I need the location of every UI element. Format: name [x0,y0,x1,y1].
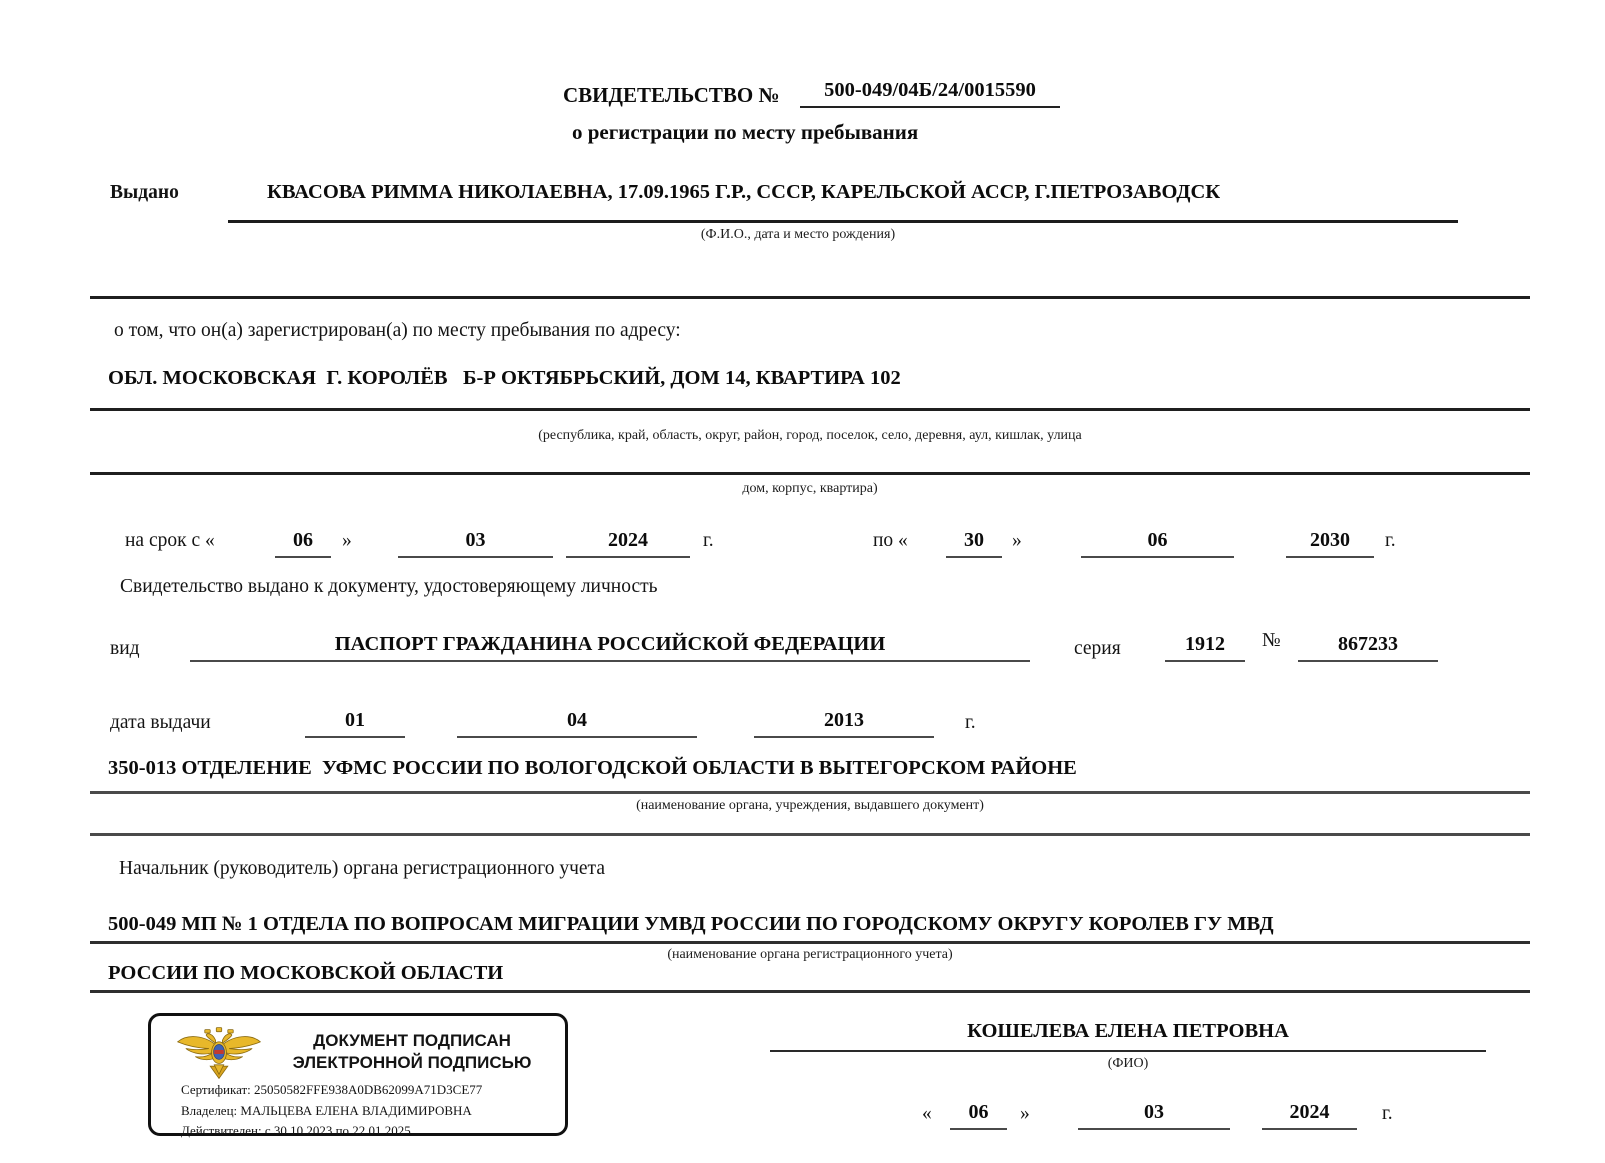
separator-rule [90,296,1530,299]
page-title: СВИДЕТЕЛЬСТВО № [563,83,780,107]
sign-date-open-quote: « [922,1103,932,1124]
period-to-label: по « [873,530,908,551]
address-caption-region: (республика, край, область, округ, район, город, поселок, село, деревня, аул, кишлак, улица [538,428,1082,443]
sign-date-year: 2024 [1262,1100,1357,1130]
registrar-org-line2: РОССИИ ПО МОСКОВСКОЙ ОБЛАСТИ [108,962,504,984]
address-caption-house: дом, корпус, квартира) [742,481,878,496]
document-note: Свидетельство выдано к документу, удостоверяющему личность [120,576,658,597]
period-from-month: 03 [398,528,553,558]
period-from-year: 2024 [566,528,690,558]
issued-to-label: Выдано [110,182,179,203]
document-type-label: вид [110,638,140,659]
registrar-org-underline-1 [90,941,1530,944]
stamp-title-line2: ЭЛЕКТРОННОЙ ПОДПИСЬЮ [292,1053,532,1072]
issued-to-value: КВАСОВА РИММА НИКОЛАЕВНА, 17.09.1965 Г.Р., СССР, КАРЕЛЬСКОЙ АССР, Г.ПЕТРОЗАВОДСК [267,181,1221,203]
address-underline-2 [90,472,1530,475]
stamp-certificate: Сертификат: 25050582FFE938A0DB62099A71D3CE77 [181,1082,483,1097]
issued-to-underline [228,220,1458,223]
period-from-day: 06 [275,528,331,558]
number-value: 867233 [1298,632,1438,662]
issuer-caption: (наименование органа, учреждения, выдавшего документ) [636,798,984,813]
registrar-org-line1: 500-049 МП № 1 ОТДЕЛА ПО ВОПРОСАМ МИГРАЦИИ УМВД РОССИИ ПО ГОРОДСКОМУ ОКРУГУ КОРОЛЕВ ГУ МВД [108,913,1274,935]
registrar-separator [90,833,1530,836]
issue-month: 04 [457,708,697,738]
period-quote-1: » [342,530,352,551]
officer-caption: (ФИО) [1107,1056,1149,1071]
officer-underline [770,1050,1486,1052]
sign-date-day: 06 [950,1100,1007,1130]
series-label: серия [1074,638,1121,659]
registrar-head-label: Начальник (руководитель) органа регистрационного учета [119,858,605,879]
number-label: № [1262,630,1281,651]
issuer-name: 350-013 ОТДЕЛЕНИЕ УФМС РОССИИ ПО ВОЛОГОДСКОЙ ОБЛАСТИ В ВЫТЕГОРСКОМ РАЙОНЕ [108,757,1077,779]
registration-intro: о том, что он(а) зарегистрирован(а) по месту пребывания по адресу: [114,320,681,341]
document-type-value: ПАСПОРТ ГРАЖДАНИНА РОССИЙСКОЙ ФЕДЕРАЦИИ [190,632,1030,662]
period-to-year: 2030 [1286,528,1374,558]
registration-address: ОБЛ. МОСКОВСКАЯ Г. КОРОЛЁВ Б-Р ОКТЯБРЬСКИЙ, ДОМ 14, КВАРТИРА 102 [108,367,901,389]
stamp-owner: Владелец: МАЛЬЦЕВА ЕЛЕНА ВЛАДИМИРОВНА [181,1103,472,1118]
issue-date-label: дата выдачи [110,712,211,733]
period-year-suffix-1: г. [703,530,714,551]
issue-year-suffix: г. [965,712,976,733]
period-to-month: 06 [1081,528,1234,558]
period-quote-2: » [1012,530,1022,551]
sign-date-month: 03 [1078,1100,1230,1130]
address-underline [90,408,1530,411]
mvd-eagle-icon [175,1026,263,1082]
page-subtitle: о регистрации по месту пребывания [572,120,919,144]
sign-date-close-quote: » [1020,1103,1030,1124]
issue-year: 2013 [754,708,934,738]
registrar-org-underline-2 [90,990,1530,993]
certificate-number: 500-049/04Б/24/0015590 [800,78,1060,108]
stamp-title-line1: ДОКУМЕНТ ПОДПИСАН [313,1031,511,1050]
registrar-org-caption: (наименование органа регистрационного учета) [667,947,953,962]
sign-date-year-suffix: г. [1382,1103,1393,1124]
digital-signature-stamp [148,1013,568,1136]
issued-to-caption: (Ф.И.О., дата и место рождения) [700,227,896,242]
period-year-suffix-2: г. [1385,530,1396,551]
period-to-day: 30 [946,528,1002,558]
series-value: 1912 [1165,632,1245,662]
officer-name: КОШЕЛЕВА ЕЛЕНА ПЕТРОВНА [967,1020,1289,1042]
stamp-validity: Действителен: с 30.10.2023 по 22.01.2025 [181,1123,411,1138]
period-from-label: на срок с « [125,530,215,551]
issuer-underline [90,791,1530,794]
issue-day: 01 [305,708,405,738]
